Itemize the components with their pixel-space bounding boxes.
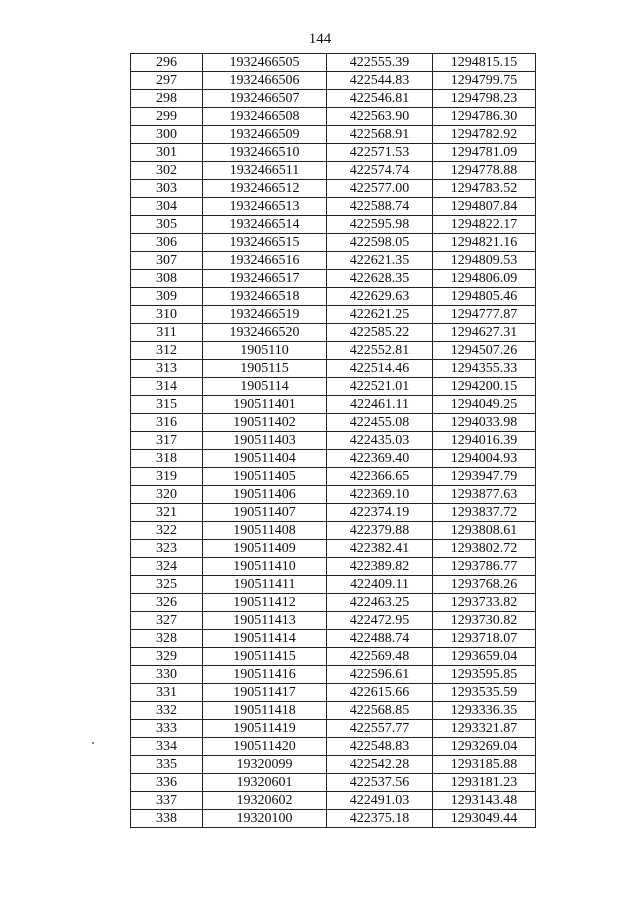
y-coordinate-cell: 1293185.88 <box>433 756 536 774</box>
y-coordinate-cell: 1294004.93 <box>433 450 536 468</box>
row-number-cell: 300 <box>131 126 203 144</box>
table-row <box>131 540 536 558</box>
row-number-cell: 298 <box>131 90 203 108</box>
y-coordinate-cell: 1293733.82 <box>433 594 536 612</box>
point-id-cell: 190511416 <box>203 666 327 684</box>
row-number-cell: 324 <box>131 558 203 576</box>
row-number-cell: 309 <box>131 288 203 306</box>
y-coordinate-cell: 1293768.26 <box>433 576 536 594</box>
point-id-cell: 1932466510 <box>203 144 327 162</box>
x-coordinate-cell: 422389.82 <box>327 558 433 576</box>
point-id-cell: 1932466519 <box>203 306 327 324</box>
y-coordinate-cell: 1294049.25 <box>433 396 536 414</box>
table-row <box>131 504 536 522</box>
point-id-cell: 1932466506 <box>203 72 327 90</box>
table-row <box>131 522 536 540</box>
y-coordinate-cell: 1294786.30 <box>433 108 536 126</box>
table-row <box>131 630 536 648</box>
point-id-cell: 190511418 <box>203 702 327 720</box>
row-number-cell: 296 <box>131 54 203 72</box>
y-coordinate-cell: 1293049.44 <box>433 810 536 828</box>
x-coordinate-cell: 422621.25 <box>327 306 433 324</box>
x-coordinate-cell: 422596.61 <box>327 666 433 684</box>
point-id-cell: 1932466505 <box>203 54 327 72</box>
row-number-cell: 333 <box>131 720 203 738</box>
table-row <box>131 198 536 216</box>
point-id-cell: 1932466508 <box>203 108 327 126</box>
row-number-cell: 303 <box>131 180 203 198</box>
row-number-cell: 318 <box>131 450 203 468</box>
point-id-cell: 1932466511 <box>203 162 327 180</box>
y-coordinate-cell: 1294355.33 <box>433 360 536 378</box>
x-coordinate-cell: 422369.10 <box>327 486 433 504</box>
y-coordinate-cell: 1293181.23 <box>433 774 536 792</box>
x-coordinate-cell: 422568.85 <box>327 702 433 720</box>
row-number-cell: 312 <box>131 342 203 360</box>
y-coordinate-cell: 1294822.17 <box>433 216 536 234</box>
point-id-cell: 190511407 <box>203 504 327 522</box>
y-coordinate-cell: 1294033.98 <box>433 414 536 432</box>
y-coordinate-cell: 1293336.35 <box>433 702 536 720</box>
row-number-cell: 321 <box>131 504 203 522</box>
coordinates-table-body <box>131 54 536 828</box>
table-row <box>131 612 536 630</box>
x-coordinate-cell: 422472.95 <box>327 612 433 630</box>
table-row <box>131 72 536 90</box>
x-coordinate-cell: 422574.74 <box>327 162 433 180</box>
x-coordinate-cell: 422542.28 <box>327 756 433 774</box>
x-coordinate-cell: 422491.03 <box>327 792 433 810</box>
point-id-cell: 19320601 <box>203 774 327 792</box>
row-number-cell: 330 <box>131 666 203 684</box>
row-number-cell: 317 <box>131 432 203 450</box>
y-coordinate-cell: 1294777.87 <box>433 306 536 324</box>
point-id-cell: 19320099 <box>203 756 327 774</box>
x-coordinate-cell: 422375.18 <box>327 810 433 828</box>
row-number-cell: 319 <box>131 468 203 486</box>
table-row <box>131 126 536 144</box>
table-row <box>131 684 536 702</box>
point-id-cell: 1932466513 <box>203 198 327 216</box>
y-coordinate-cell: 1293730.82 <box>433 612 536 630</box>
table-row <box>131 270 536 288</box>
point-id-cell: 1932466512 <box>203 180 327 198</box>
row-number-cell: 331 <box>131 684 203 702</box>
table-row <box>131 468 536 486</box>
point-id-cell: 190511414 <box>203 630 327 648</box>
point-id-cell: 190511412 <box>203 594 327 612</box>
row-number-cell: 305 <box>131 216 203 234</box>
row-number-cell: 310 <box>131 306 203 324</box>
x-coordinate-cell: 422521.01 <box>327 378 433 396</box>
table-row <box>131 162 536 180</box>
y-coordinate-cell: 1294016.39 <box>433 432 536 450</box>
y-coordinate-cell: 1293143.48 <box>433 792 536 810</box>
x-coordinate-cell: 422537.56 <box>327 774 433 792</box>
x-coordinate-cell: 422369.40 <box>327 450 433 468</box>
point-id-cell: 1905114 <box>203 378 327 396</box>
row-number-cell: 299 <box>131 108 203 126</box>
table-row <box>131 558 536 576</box>
table-row <box>131 576 536 594</box>
y-coordinate-cell: 1294798.23 <box>433 90 536 108</box>
y-coordinate-cell: 1294783.52 <box>433 180 536 198</box>
y-coordinate-cell: 1294627.31 <box>433 324 536 342</box>
row-number-cell: 328 <box>131 630 203 648</box>
x-coordinate-cell: 422374.19 <box>327 504 433 522</box>
x-coordinate-cell: 422569.48 <box>327 648 433 666</box>
y-coordinate-cell: 1293877.63 <box>433 486 536 504</box>
y-coordinate-cell: 1293718.07 <box>433 630 536 648</box>
row-number-cell: 325 <box>131 576 203 594</box>
row-number-cell: 322 <box>131 522 203 540</box>
x-coordinate-cell: 422557.77 <box>327 720 433 738</box>
row-number-cell: 308 <box>131 270 203 288</box>
x-coordinate-cell: 422585.22 <box>327 324 433 342</box>
row-number-cell: 327 <box>131 612 203 630</box>
point-id-cell: 1932466514 <box>203 216 327 234</box>
point-id-cell: 190511408 <box>203 522 327 540</box>
y-coordinate-cell: 1293808.61 <box>433 522 536 540</box>
x-coordinate-cell: 422552.81 <box>327 342 433 360</box>
row-number-cell: 323 <box>131 540 203 558</box>
table-row <box>131 450 536 468</box>
point-id-cell: 190511403 <box>203 432 327 450</box>
x-coordinate-cell: 422571.53 <box>327 144 433 162</box>
y-coordinate-cell: 1294815.15 <box>433 54 536 72</box>
row-number-cell: 338 <box>131 810 203 828</box>
table-row <box>131 252 536 270</box>
point-id-cell: 190511406 <box>203 486 327 504</box>
row-number-cell: 304 <box>131 198 203 216</box>
y-coordinate-cell: 1293802.72 <box>433 540 536 558</box>
x-coordinate-cell: 422514.46 <box>327 360 433 378</box>
y-coordinate-cell: 1293659.04 <box>433 648 536 666</box>
table-row <box>131 432 536 450</box>
point-id-cell: 1905110 <box>203 342 327 360</box>
row-number-cell: 334 <box>131 738 203 756</box>
table-row <box>131 144 536 162</box>
row-number-cell: 336 <box>131 774 203 792</box>
y-coordinate-cell: 1294821.16 <box>433 234 536 252</box>
row-number-cell: 302 <box>131 162 203 180</box>
y-coordinate-cell: 1294805.46 <box>433 288 536 306</box>
table-row <box>131 738 536 756</box>
row-number-cell: 316 <box>131 414 203 432</box>
y-coordinate-cell: 1294806.09 <box>433 270 536 288</box>
table-row <box>131 342 536 360</box>
x-coordinate-cell: 422379.88 <box>327 522 433 540</box>
x-coordinate-cell: 422409.11 <box>327 576 433 594</box>
y-coordinate-cell: 1294200.15 <box>433 378 536 396</box>
table-row <box>131 234 536 252</box>
point-id-cell: 1932466517 <box>203 270 327 288</box>
point-id-cell: 190511415 <box>203 648 327 666</box>
point-id-cell: 190511410 <box>203 558 327 576</box>
point-id-cell: 190511417 <box>203 684 327 702</box>
table-row <box>131 702 536 720</box>
x-coordinate-cell: 422588.74 <box>327 198 433 216</box>
x-coordinate-cell: 422546.81 <box>327 90 433 108</box>
y-coordinate-cell: 1293321.87 <box>433 720 536 738</box>
y-coordinate-cell: 1293535.59 <box>433 684 536 702</box>
table-row <box>131 810 536 828</box>
y-coordinate-cell: 1293837.72 <box>433 504 536 522</box>
table-row <box>131 594 536 612</box>
table-row <box>131 648 536 666</box>
table-row <box>131 360 536 378</box>
row-number-cell: 307 <box>131 252 203 270</box>
coordinates-table <box>130 53 536 828</box>
x-coordinate-cell: 422563.90 <box>327 108 433 126</box>
y-coordinate-cell: 1294809.53 <box>433 252 536 270</box>
x-coordinate-cell: 422595.98 <box>327 216 433 234</box>
table-row <box>131 108 536 126</box>
row-number-cell: 306 <box>131 234 203 252</box>
x-coordinate-cell: 422455.08 <box>327 414 433 432</box>
point-id-cell: 190511420 <box>203 738 327 756</box>
table-row <box>131 54 536 72</box>
table-row <box>131 306 536 324</box>
table-row <box>131 324 536 342</box>
point-id-cell: 19320100 <box>203 810 327 828</box>
y-coordinate-cell: 1293269.04 <box>433 738 536 756</box>
row-number-cell: 320 <box>131 486 203 504</box>
y-coordinate-cell: 1294807.84 <box>433 198 536 216</box>
point-id-cell: 190511401 <box>203 396 327 414</box>
point-id-cell: 1932466507 <box>203 90 327 108</box>
row-number-cell: 301 <box>131 144 203 162</box>
x-coordinate-cell: 422598.05 <box>327 234 433 252</box>
table-row <box>131 288 536 306</box>
x-coordinate-cell: 422615.66 <box>327 684 433 702</box>
row-number-cell: 332 <box>131 702 203 720</box>
y-coordinate-cell: 1294782.92 <box>433 126 536 144</box>
y-coordinate-cell: 1293595.85 <box>433 666 536 684</box>
y-coordinate-cell: 1294781.09 <box>433 144 536 162</box>
x-coordinate-cell: 422568.91 <box>327 126 433 144</box>
table-row <box>131 666 536 684</box>
table-row <box>131 792 536 810</box>
x-coordinate-cell: 422628.35 <box>327 270 433 288</box>
row-number-cell: 329 <box>131 648 203 666</box>
row-number-cell: 314 <box>131 378 203 396</box>
point-id-cell: 1905115 <box>203 360 327 378</box>
row-number-cell: 337 <box>131 792 203 810</box>
point-id-cell: 190511402 <box>203 414 327 432</box>
point-id-cell: 1932466509 <box>203 126 327 144</box>
y-coordinate-cell: 1294507.26 <box>433 342 536 360</box>
x-coordinate-cell: 422461.11 <box>327 396 433 414</box>
y-coordinate-cell: 1293786.77 <box>433 558 536 576</box>
point-id-cell: 19320602 <box>203 792 327 810</box>
x-coordinate-cell: 422621.35 <box>327 252 433 270</box>
row-number-cell: 326 <box>131 594 203 612</box>
row-number-cell: 313 <box>131 360 203 378</box>
table-row <box>131 396 536 414</box>
row-number-cell: 315 <box>131 396 203 414</box>
point-id-cell: 1932466515 <box>203 234 327 252</box>
x-coordinate-cell: 422435.03 <box>327 432 433 450</box>
point-id-cell: 1932466516 <box>203 252 327 270</box>
row-number-cell: 311 <box>131 324 203 342</box>
table-row <box>131 774 536 792</box>
row-number-cell: 335 <box>131 756 203 774</box>
point-id-cell: 190511419 <box>203 720 327 738</box>
table-row <box>131 486 536 504</box>
point-id-cell: 190511405 <box>203 468 327 486</box>
table-row <box>131 756 536 774</box>
table-row <box>131 216 536 234</box>
x-coordinate-cell: 422488.74 <box>327 630 433 648</box>
x-coordinate-cell: 422548.83 <box>327 738 433 756</box>
x-coordinate-cell: 422555.39 <box>327 54 433 72</box>
table-row <box>131 378 536 396</box>
x-coordinate-cell: 422577.00 <box>327 180 433 198</box>
table-row <box>131 414 536 432</box>
x-coordinate-cell: 422382.41 <box>327 540 433 558</box>
point-id-cell: 190511411 <box>203 576 327 594</box>
point-id-cell: 190511404 <box>203 450 327 468</box>
y-coordinate-cell: 1294799.75 <box>433 72 536 90</box>
row-number-cell: 297 <box>131 72 203 90</box>
point-id-cell: 190511413 <box>203 612 327 630</box>
table-row <box>131 720 536 738</box>
x-coordinate-cell: 422629.63 <box>327 288 433 306</box>
table-row <box>131 90 536 108</box>
point-id-cell: 1932466520 <box>203 324 327 342</box>
point-id-cell: 1932466518 <box>203 288 327 306</box>
page-number: 144 <box>308 31 332 47</box>
x-coordinate-cell: 422463.25 <box>327 594 433 612</box>
stray-dot-mark <box>92 742 94 744</box>
y-coordinate-cell: 1294778.88 <box>433 162 536 180</box>
x-coordinate-cell: 422366.65 <box>327 468 433 486</box>
x-coordinate-cell: 422544.83 <box>327 72 433 90</box>
y-coordinate-cell: 1293947.79 <box>433 468 536 486</box>
point-id-cell: 190511409 <box>203 540 327 558</box>
table-row <box>131 180 536 198</box>
